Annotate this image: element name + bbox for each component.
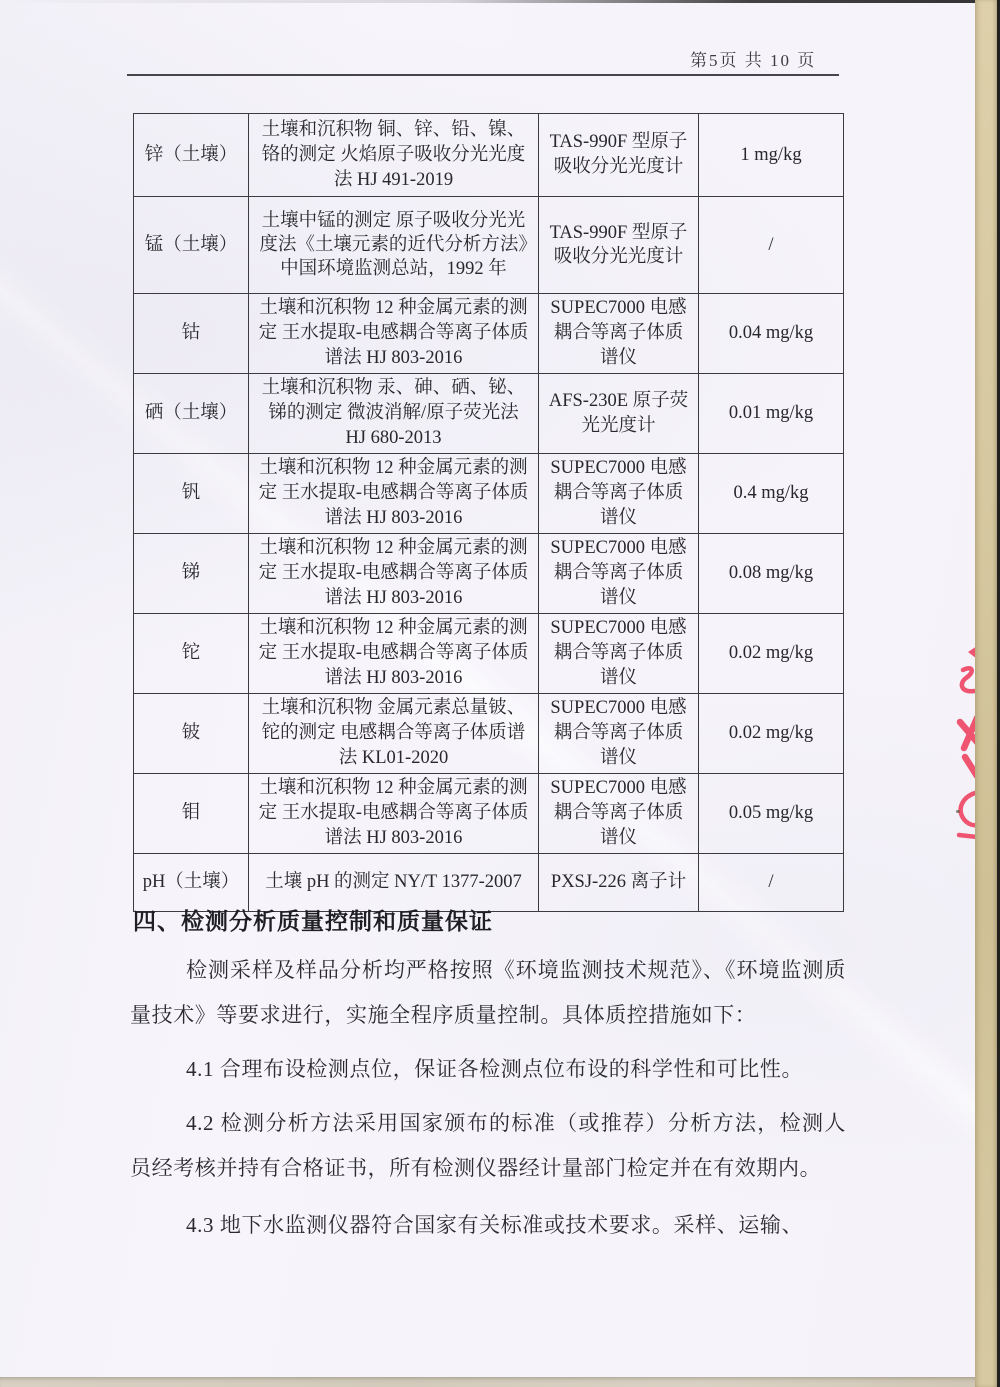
analyte-cell: 钴 [134, 294, 249, 374]
method-cell: 土壤 pH 的测定 NY/T 1377-2007 [249, 854, 539, 912]
instrument-cell: TAS-990F 型原子吸收分光光度计 [539, 114, 699, 197]
table-row [134, 614, 844, 694]
method-cell: 土壤和沉积物 铜、锌、铅、镍、铬的测定 火焰原子吸收分光光度法 HJ 491-2019 [249, 114, 539, 197]
method-cell: 土壤和沉积物 汞、砷、硒、铋、锑的测定 微波消解/原子荧光法 HJ 680-2013 [249, 374, 539, 454]
analyte-cell: 锑 [134, 534, 249, 614]
analyte-cell: 钒 [134, 454, 249, 534]
table-row [134, 534, 844, 614]
scan-right-strip [975, 0, 997, 1387]
method-cell: 土壤和沉积物 金属元素总量铍、铊的测定 电感耦合等离子体质谱法 KL01-2020 [249, 694, 539, 774]
analyte-cell: 铍 [134, 694, 249, 774]
detection-limit-cell: 0.04 mg/kg [699, 294, 844, 374]
instrument-cell: SUPEC7000 电感耦合等离子体质谱仪 [539, 774, 699, 854]
scan-bottom-strip [0, 1377, 1000, 1387]
scan-top-edge [0, 0, 1000, 3]
paragraph-4-1: 4.1 合理布设检测点位，保证各检测点位布设的科学性和可比性。 [186, 1057, 804, 1081]
instrument-cell: PXSJ-226 离子计 [539, 854, 699, 912]
analyte-cell: pH（土壤） [134, 854, 249, 912]
method-cell: 土壤和沉积物 12 种金属元素的测定 王水提取-电感耦合等离子体质谱法 HJ 803-2016 [249, 614, 539, 694]
analyte-cell: 铊 [134, 614, 249, 694]
page-number: 第5页 共 10 页 [690, 51, 817, 70]
detection-limit-cell: 1 mg/kg [699, 114, 844, 197]
analyte-cell: 钼 [134, 774, 249, 854]
method-cell: 土壤和沉积物 12 种金属元素的测定 王水提取-电感耦合等离子体质谱法 HJ 803-2016 [249, 454, 539, 534]
detection-limit-cell: 0.4 mg/kg [699, 454, 844, 534]
table-row [134, 294, 844, 374]
instrument-cell: AFS-230E 原子荧光光度计 [539, 374, 699, 454]
table-row [134, 454, 844, 534]
paragraph-4-2: 4.2 检测分析方法采用国家颁布的标准（或推荐）分析方法，检测人员经考核并持有合格证书，所有检测仪器经计量部门检定并在有效期内。 [130, 1111, 846, 1180]
table-row [134, 374, 844, 454]
table-row [134, 114, 844, 197]
analyte-cell: 锌（土壤） [134, 114, 249, 197]
red-ink-marks [947, 645, 977, 855]
method-cell: 土壤中锰的测定 原子吸收分光光度法《土壤元素的近代分析方法》中国环境监测总站，1992 年 [249, 197, 539, 294]
method-cell: 土壤和沉积物 12 种金属元素的测定 王水提取-电感耦合等离子体质谱法 HJ 803-2016 [249, 774, 539, 854]
header-divider [127, 74, 839, 76]
analyte-cell: 硒（土壤） [134, 374, 249, 454]
section-heading: 四、检测分析质量控制和质量保证 [133, 909, 493, 934]
detection-limit-cell: 0.02 mg/kg [699, 694, 844, 774]
detection-limit-cell: 0.02 mg/kg [699, 614, 844, 694]
paragraph-intro: 检测采样及样品分析均严格按照《环境监测技术规范》、《环境监测质量技术》等要求进行，实施全程序质量控制。具体质控措施如下： [130, 958, 846, 1027]
instrument-cell: SUPEC7000 电感耦合等离子体质谱仪 [539, 614, 699, 694]
detection-limit-cell: 0.01 mg/kg [699, 374, 844, 454]
paragraph-4-3: 4.3 地下水监测仪器符合国家有关标准或技术要求。采样、运输、 [186, 1213, 804, 1237]
table-row [134, 774, 844, 854]
detection-limit-cell: / [699, 197, 844, 294]
instrument-cell: SUPEC7000 电感耦合等离子体质谱仪 [539, 694, 699, 774]
instrument-cell: TAS-990F 型原子吸收分光光度计 [539, 197, 699, 294]
detection-limit-cell: 0.08 mg/kg [699, 534, 844, 614]
table-row [134, 694, 844, 774]
detection-limit-cell: / [699, 854, 844, 912]
instrument-cell: SUPEC7000 电感耦合等离子体质谱仪 [539, 454, 699, 534]
detection-limit-cell: 0.05 mg/kg [699, 774, 844, 854]
method-cell: 土壤和沉积物 12 种金属元素的测定 王水提取-电感耦合等离子体质谱法 HJ 803-2016 [249, 294, 539, 374]
instrument-cell: SUPEC7000 电感耦合等离子体质谱仪 [539, 534, 699, 614]
qa-qc-section [130, 905, 846, 1248]
analyte-cell: 锰（土壤） [134, 197, 249, 294]
ink-speck [956, 810, 960, 813]
table-row [134, 854, 844, 912]
method-cell: 土壤和沉积物 12 种金属元素的测定 王水提取-电感耦合等离子体质谱法 HJ 803-2016 [249, 534, 539, 614]
table-row [134, 197, 844, 294]
instrument-cell: SUPEC7000 电感耦合等离子体质谱仪 [539, 294, 699, 374]
methods-table [133, 113, 844, 912]
